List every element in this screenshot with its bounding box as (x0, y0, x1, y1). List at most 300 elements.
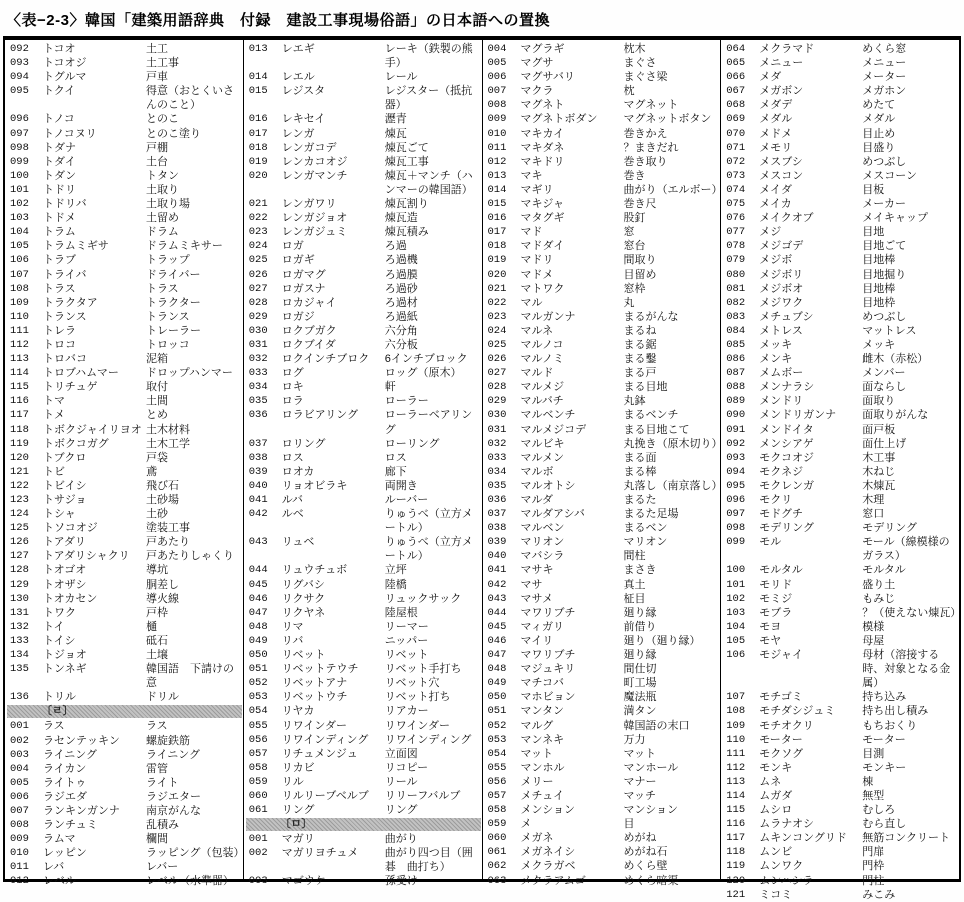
entry-translation: 窓口 (862, 508, 885, 521)
entry-term: リル (281, 775, 304, 788)
dict-entry (723, 324, 958, 338)
entry-number: 017 (248, 127, 268, 140)
entry-number: 104 (10, 226, 29, 239)
entry-translation: ライト (146, 776, 179, 789)
entry-number: 045 (248, 578, 268, 591)
entry-term: モブラ (759, 606, 793, 619)
entry-number: 107 (10, 268, 29, 281)
entry-term: マルグ (520, 719, 554, 732)
entry-translation: モーター (862, 733, 906, 746)
dict-entry (485, 56, 720, 70)
entry-term: ライカン (43, 762, 87, 775)
dict-entry (246, 42, 481, 70)
dict-entry (723, 112, 958, 126)
entry-translation: リーマー (384, 620, 429, 633)
entry-number: 032 (248, 353, 268, 366)
entry-translation: 土壌 (146, 649, 168, 662)
entry-term: ロガスナ (281, 282, 326, 295)
entry-number: 033 (248, 367, 268, 380)
entry-number: 095 (10, 85, 29, 98)
entry-term: メジボリ (759, 268, 804, 281)
dict-entry (723, 493, 958, 507)
dict-entry (7, 549, 242, 563)
entry-translation: りゅうべ（立方メートル） (384, 508, 473, 535)
dict-entry (7, 225, 242, 239)
entry-translation: りゅうべ（立方メートル） (384, 536, 473, 563)
entry-number: 095 (726, 479, 746, 492)
entry-number: 124 (10, 508, 29, 521)
dict-entry (485, 169, 720, 183)
entry-term: メクラガベ (520, 860, 576, 873)
entry-translation: 曲がり（エルボー） (623, 183, 723, 196)
entry-number: 111 (726, 747, 746, 760)
entry-term: メジ (759, 226, 782, 239)
entry-term: トノコヌリ (43, 127, 97, 140)
entry-term: メイダ (759, 183, 793, 196)
entry-term: ムンワク (759, 860, 804, 873)
entry-term: トビイシ (43, 479, 87, 492)
entry-translation: 巻き (623, 169, 646, 182)
entry-number: 021 (487, 282, 507, 295)
entry-term: リマ (281, 620, 304, 633)
entry-number: 081 (726, 282, 746, 295)
dict-entry (7, 366, 242, 380)
dict-entry (246, 648, 481, 662)
entry-number: 047 (248, 606, 268, 619)
entry-term: マルボ (520, 465, 554, 478)
entry-term: トイシ (43, 634, 76, 647)
dict-entry (246, 704, 481, 718)
entry-number: 023 (248, 226, 268, 239)
dict-entry (485, 803, 720, 817)
dict-entry (246, 634, 481, 648)
dict-entry (7, 790, 242, 804)
entry-number: 043 (248, 536, 268, 549)
entry-term: ロリング (281, 437, 326, 450)
dict-entry (246, 606, 481, 620)
dict-entry (7, 324, 242, 338)
entry-number: 110 (726, 733, 746, 746)
entry-number: 058 (248, 761, 268, 774)
dict-entry (485, 42, 720, 56)
entry-translation: マグネット (623, 99, 679, 112)
entry-term: マルバチ (520, 395, 564, 408)
dict-entry (7, 507, 242, 521)
entry-term: ムンビ (759, 846, 793, 859)
entry-number: 117 (10, 409, 29, 422)
entry-term: レジスタ (281, 85, 326, 98)
entry-translation: まるベンチ (623, 409, 679, 422)
dict-entry (246, 775, 481, 789)
dict-entry (485, 112, 720, 126)
entry-translation: ろ過膜 (384, 268, 418, 281)
dict-entry (485, 507, 720, 521)
entry-translation: めつぶし (862, 310, 907, 323)
entry-term: トビ (43, 465, 65, 478)
dict-entry (485, 859, 720, 873)
entry-number: 105 (10, 240, 29, 253)
entry-term: リュウチュボ (281, 564, 348, 577)
entry-term: マィガリ (520, 620, 565, 633)
entry-term: トラムミギサ (43, 240, 109, 253)
entry-number: 009 (10, 833, 29, 846)
entry-term: マルメン (520, 451, 565, 464)
dict-entry (723, 253, 958, 267)
dict-entry (246, 747, 481, 761)
entry-translation: リベット (384, 649, 429, 662)
entry-number: 106 (726, 649, 746, 662)
entry-translation: 目盛り (862, 141, 896, 154)
entry-term: ログ (281, 367, 304, 380)
dict-entry (485, 845, 720, 859)
entry-number: 059 (487, 818, 507, 831)
entry-translation: まる目地 (623, 381, 668, 394)
entry-translation: ローリング (384, 437, 440, 450)
entry-term: メイカ (759, 198, 792, 211)
entry-translation: 戸棚 (146, 141, 168, 154)
entry-term: マキジャ (520, 198, 565, 211)
entry-number: 085 (726, 338, 746, 351)
entry-term: ロス (281, 451, 304, 464)
entry-term: トダン (43, 169, 77, 182)
dict-entry (7, 578, 242, 592)
entry-translation: ロス (384, 451, 407, 464)
dict-entry (485, 70, 720, 84)
entry-translation: 巻きかえ (623, 127, 668, 140)
entry-term: マルド (520, 367, 554, 380)
entry-number: 006 (10, 790, 29, 803)
entry-number: 105 (726, 634, 746, 647)
entry-translation: レベル（水準器） (146, 875, 234, 888)
dict-column (482, 40, 723, 887)
dict-column (243, 40, 482, 888)
entry-number: 106 (10, 254, 29, 267)
entry-translation: 町工場 (623, 677, 657, 690)
dict-entry (7, 451, 242, 465)
dict-entry (723, 690, 958, 704)
entry-term: メニュー (759, 57, 804, 70)
entry-translation: リベット打ち (384, 691, 451, 704)
entry-number: 028 (487, 381, 507, 394)
entry-number: 039 (487, 536, 507, 549)
dict-entry (723, 803, 958, 817)
dict-entry (485, 408, 720, 422)
entry-translation: 目測 (862, 747, 885, 760)
entry-translation: 目地ごて (862, 240, 907, 253)
dict-entry (7, 197, 242, 211)
entry-term: メガネ (520, 832, 554, 845)
dict-entry (7, 734, 242, 748)
dict-entry (246, 733, 481, 747)
entry-number: 132 (10, 620, 29, 633)
entry-number: 117 (726, 832, 746, 845)
entry-number: 046 (248, 592, 268, 605)
dict-column (5, 40, 245, 888)
entry-translation: 雷管 (146, 762, 168, 775)
entry-term: レバ (43, 861, 65, 874)
dict-entry (723, 789, 958, 803)
dict-entry (246, 578, 481, 592)
entry-term: マドメ (520, 268, 554, 281)
dict-entry (246, 225, 481, 239)
entry-translation: 乱積み (146, 819, 179, 832)
dict-entry (723, 592, 958, 606)
entry-term: メスコン (759, 169, 804, 182)
entry-term: ムシロ (759, 804, 793, 817)
entry-number: 052 (248, 677, 268, 690)
entry-term: トロブハムマー (43, 367, 119, 380)
dict-entry (485, 874, 720, 888)
entry-translation: ラジエター (146, 790, 201, 803)
entry-number: 046 (487, 634, 507, 647)
dict-entry (723, 380, 958, 394)
dict-entry (723, 84, 958, 98)
entry-translation: リワインダー (384, 719, 450, 732)
entry-term: トダナ (43, 141, 76, 154)
entry-translation: ろ過砂 (384, 282, 418, 295)
entry-term: マゴウケ (281, 875, 326, 888)
entry-translation: 門扉 (862, 846, 885, 859)
entry-number: 004 (487, 43, 507, 55)
entry-translation: モール（線模様のガラス） (862, 536, 950, 563)
entry-translation: リワインディング (384, 733, 472, 746)
entry-term: マンホル (520, 761, 565, 774)
dict-entry (485, 479, 723, 493)
entry-term: メスブシ (759, 155, 803, 168)
entry-translation: ろ過機 (384, 254, 418, 267)
entry-term: トブクロ (43, 451, 87, 464)
entry-term: リベットテウチ (281, 663, 359, 676)
dict-entry (485, 831, 720, 845)
entry-number: 049 (487, 677, 507, 690)
entry-number: 133 (10, 634, 29, 647)
entry-number: 045 (487, 620, 507, 633)
dict-entry (7, 127, 242, 141)
entry-translation: ドロップハンマー (146, 367, 233, 380)
entry-number: 101 (10, 183, 29, 196)
entry-term: トアダリシャクリ (43, 550, 130, 563)
entry-number: 071 (726, 141, 746, 154)
entry-number: 060 (487, 832, 507, 845)
entry-term: メンドリ (759, 395, 804, 408)
entry-term: マタグギ (520, 212, 565, 225)
dict-entry (485, 239, 720, 253)
dict-entry (7, 874, 242, 888)
entry-translation: 立坪 (384, 564, 407, 577)
entry-term: トグルマ (43, 71, 87, 84)
dict-entry (485, 84, 720, 98)
entry-term: モチダシジュミ (759, 705, 836, 718)
dict-entry (485, 197, 720, 211)
dict-entry (723, 310, 958, 324)
dict-entry (246, 380, 481, 394)
entry-translation: めがね (623, 832, 657, 845)
entry-term: マルガンナ (520, 310, 576, 323)
entry-number: 005 (487, 57, 507, 70)
entry-translation: 模様 (862, 620, 885, 633)
dict-entry (723, 563, 958, 577)
entry-term: トラス (43, 282, 76, 295)
entry-translation: 6インチブロック (384, 353, 468, 366)
entry-term: メリー (520, 775, 554, 788)
entry-translation: メスコーン (862, 169, 918, 182)
entry-number: 008 (10, 819, 29, 832)
entry-number: 135 (10, 663, 29, 676)
dict-entry (246, 451, 481, 465)
dict-entry (7, 296, 242, 310)
entry-translation: ドラムミキサー (146, 240, 223, 253)
entry-term: メガネイシ (520, 846, 576, 859)
entry-term: マキカイ (520, 127, 565, 140)
entry-term: レエギ (281, 43, 315, 55)
dict-entry (723, 352, 958, 366)
dict-entry (723, 704, 958, 718)
entry-number: 019 (487, 254, 507, 267)
entry-term: マワリブチ (520, 649, 576, 662)
entry-number: 050 (248, 649, 268, 662)
entry-term: レンカコオジ (281, 155, 348, 168)
entry-term: レベル (43, 875, 76, 888)
entry-translation: めつぶし (862, 155, 907, 168)
dict-entry (723, 747, 958, 761)
entry-number: 069 (726, 113, 746, 126)
entry-term: メガボン (759, 85, 804, 98)
entry-number: 019 (248, 155, 268, 168)
entry-number: 032 (487, 437, 507, 450)
dict-entry (723, 197, 958, 211)
entry-translation: 両開き (384, 479, 418, 492)
entry-term: トコオ (43, 43, 76, 55)
entry-translation: 導坑 (146, 564, 168, 577)
entry-translation: ルーバー (384, 494, 429, 506)
entry-term: ロガマグ (281, 268, 326, 281)
dict-entry (7, 832, 242, 846)
entry-term: モーター (759, 733, 803, 746)
dict-entry (246, 676, 481, 690)
entry-translation: まるね (623, 324, 657, 337)
entry-term: ロガギ (281, 254, 315, 267)
entry-term: マルダ (520, 494, 554, 506)
entry-translation: 戸あたりしゃくり (146, 550, 234, 563)
entry-number: 014 (487, 183, 507, 196)
entry-translation: 母材（溶接する時、対象となる金属） (862, 649, 951, 690)
dict-entry (723, 70, 958, 84)
entry-term: ランキンガンナ (43, 804, 120, 817)
entry-number: 037 (487, 508, 507, 521)
entry-term: メンナラシ (759, 381, 815, 394)
entry-number: 079 (726, 254, 746, 267)
dict-entry (723, 42, 958, 56)
entry-translation: 木ねじ (862, 465, 896, 478)
entry-translation: 軒 (384, 381, 396, 394)
entry-translation: メーカー (862, 198, 907, 211)
entry-number: 074 (726, 183, 746, 196)
entry-translation: 母屋 (862, 634, 885, 647)
entry-number: 112 (10, 338, 29, 351)
entry-term: マホビョン (520, 691, 576, 704)
entry-number: 037 (248, 437, 268, 450)
entry-term: マルダアシバ (520, 508, 585, 521)
entry-translation: 雌木（赤松） (862, 353, 929, 366)
entry-translation: 戸あたり (146, 536, 190, 549)
entry-number: 051 (248, 663, 268, 676)
entry-translation: まる戸 (623, 367, 657, 380)
entry-number: 038 (248, 451, 268, 464)
entry-translation: モンキー (862, 761, 907, 774)
entry-number: 025 (248, 254, 268, 267)
entry-term: レンガワリ (281, 198, 337, 211)
entry-number: 004 (10, 762, 29, 775)
entry-translation: レジスター（抵抗器） (384, 85, 473, 112)
entry-term: トジョオ (43, 649, 87, 662)
entry-number: 012 (10, 875, 29, 888)
dict-entry (7, 112, 242, 126)
entry-term: メジゴデ (759, 240, 804, 253)
entry-number: 055 (248, 719, 268, 732)
dict-entry (246, 155, 481, 169)
dict-entry (723, 634, 958, 648)
entry-translation: 巻き尺 (623, 198, 657, 211)
entry-number: 039 (248, 465, 268, 478)
entry-translation: トロッコ (146, 338, 190, 351)
dict-entry (723, 98, 958, 112)
dict-entry (485, 380, 720, 394)
entry-term: モヤ (759, 634, 782, 647)
dict-entry (485, 704, 720, 718)
dict-entry (7, 521, 242, 535)
entry-translation: 丸鉢 (623, 395, 646, 408)
entry-translation: 無筋コンクリート (862, 832, 951, 845)
entry-translation: 樋 (146, 620, 157, 633)
entry-translation: 無型 (862, 789, 885, 802)
entry-number: 048 (248, 620, 268, 633)
dict-entry (723, 888, 958, 902)
entry-term: マド (520, 226, 543, 239)
entry-number: 096 (10, 113, 29, 126)
dict-entry (7, 804, 242, 818)
entry-translation: ドライバー (146, 268, 201, 281)
entry-number: 053 (487, 733, 507, 746)
entry-term: リョオビラキ (281, 479, 348, 492)
entry-number: 031 (487, 423, 507, 436)
entry-term: トラム (43, 226, 76, 239)
entry-number: 118 (10, 423, 29, 436)
dict-entry (485, 521, 720, 535)
dict-entry (7, 479, 242, 493)
entry-translation: 螺旋鉄筋 (146, 734, 190, 747)
entry-number: 005 (10, 776, 29, 789)
dict-entry (723, 169, 958, 183)
entry-number: 098 (726, 522, 746, 535)
entry-term: リング (281, 804, 315, 817)
dict-entry (7, 183, 242, 197)
entry-number: 125 (10, 522, 29, 535)
dictionary-table (3, 36, 962, 901)
entry-translation: 満タン (623, 705, 657, 718)
entry-number: 109 (726, 719, 746, 732)
dict-entry (485, 127, 720, 141)
entry-translation: 南京がんな (146, 804, 201, 817)
dict-entry (7, 211, 242, 225)
entry-term: マリオン (520, 536, 565, 549)
entry-translation: 目地枠 (862, 296, 896, 309)
dict-entry (723, 817, 958, 831)
entry-number: 010 (10, 847, 29, 860)
entry-number: 057 (248, 747, 268, 760)
entry-term: モチゴミ (759, 691, 803, 704)
entry-translation: 廻り縁 (623, 649, 657, 662)
entry-number: 089 (726, 395, 746, 408)
